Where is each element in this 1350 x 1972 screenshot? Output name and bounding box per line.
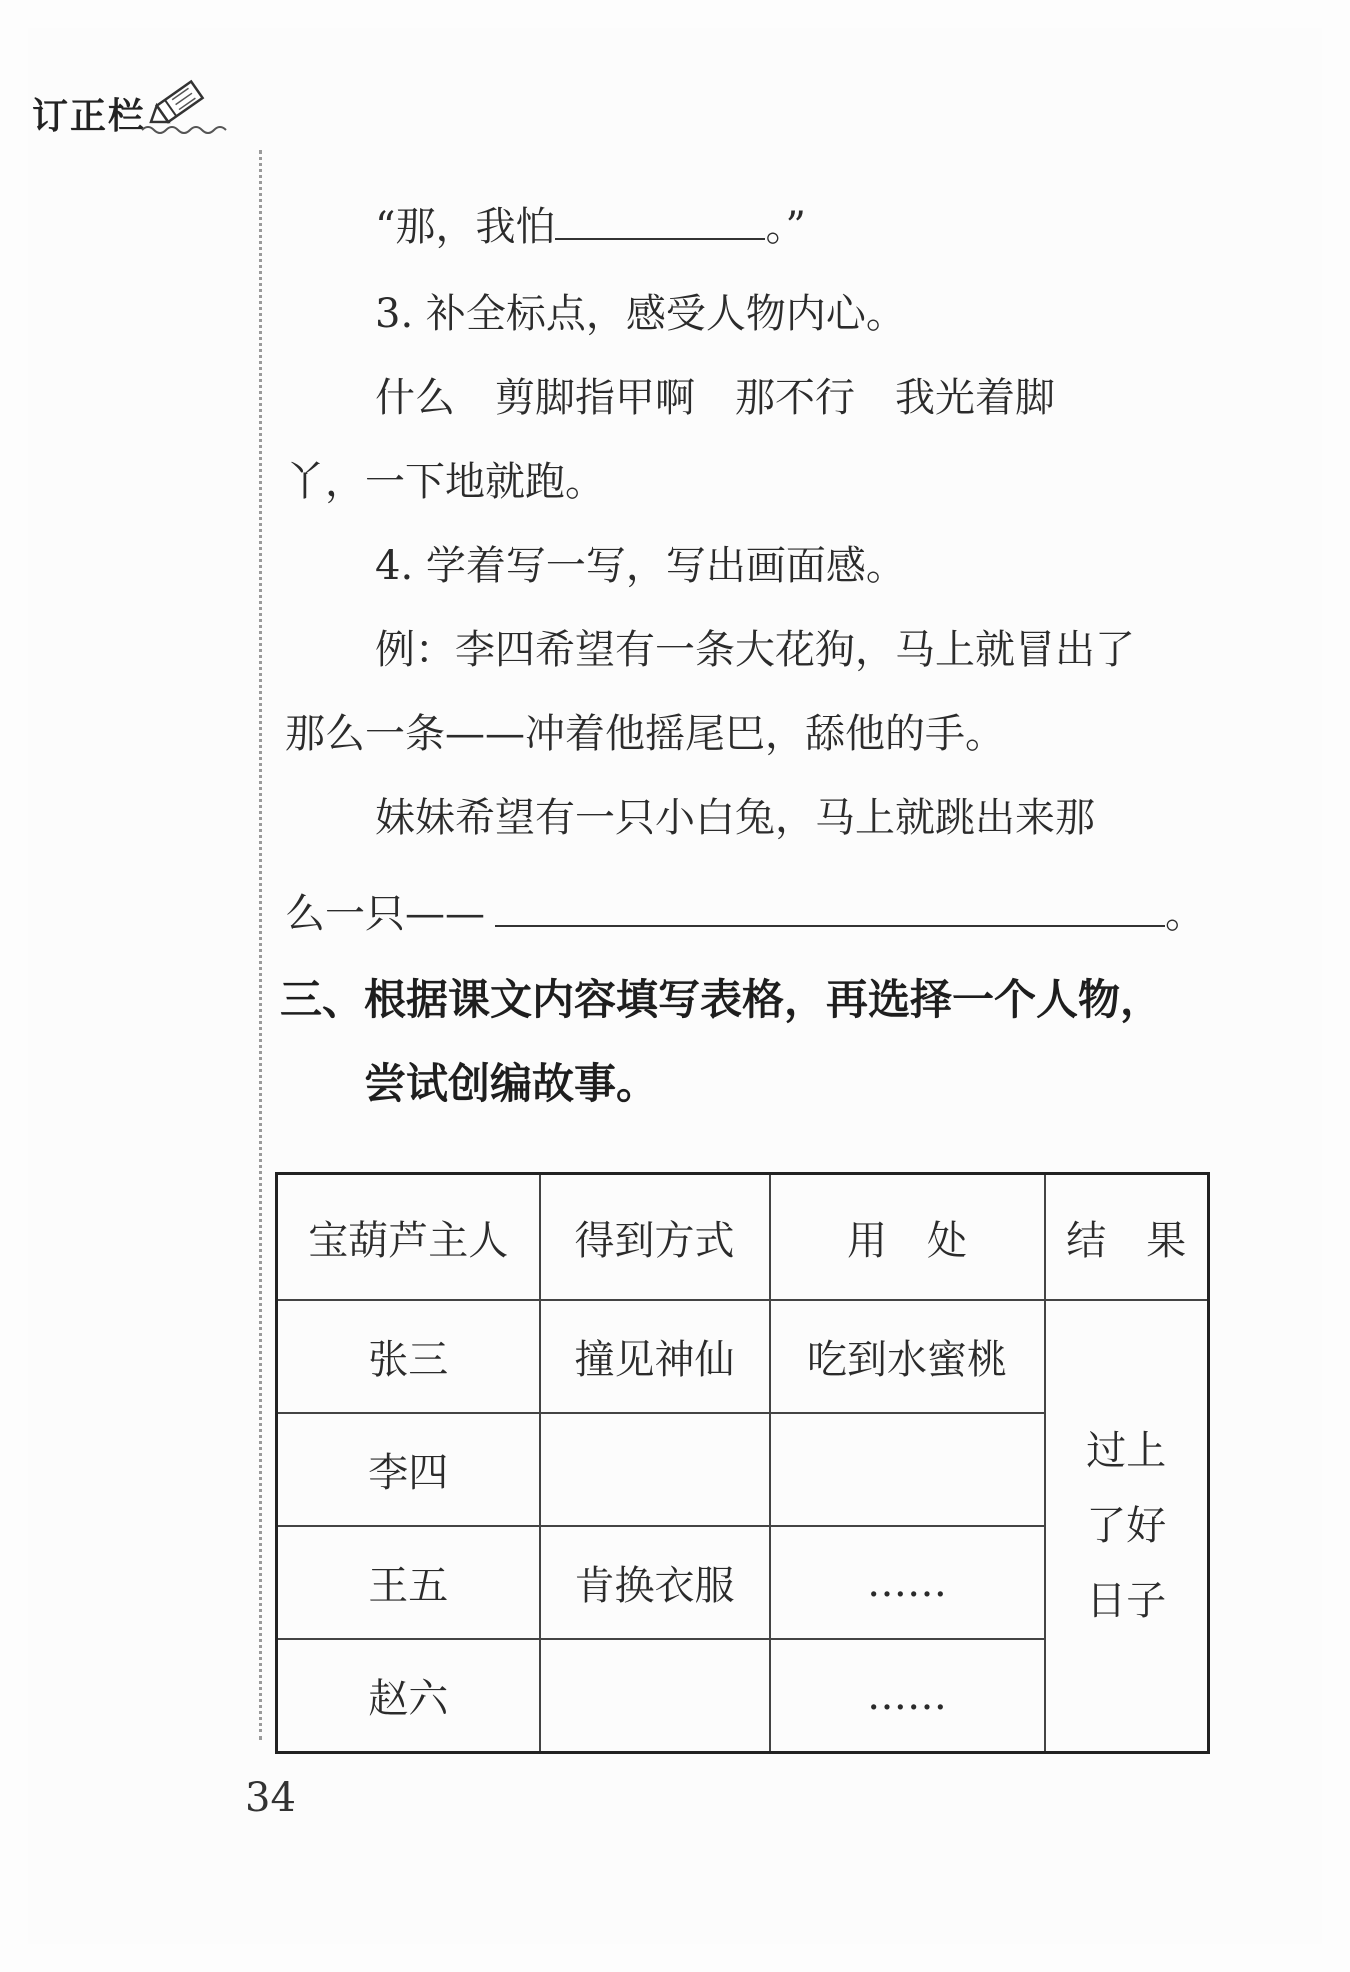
table-header-cell: 宝葫芦主人 [277,1174,540,1301]
owner-cell: 赵六 [277,1639,540,1753]
use-cell: 吃到水蜜桃 [770,1300,1045,1413]
table-header-cell: 用 处 [770,1174,1045,1301]
use-cell-blank[interactable] [770,1413,1045,1526]
question-4-task-lead: 么一只—— [285,891,485,937]
table-row [277,1300,1209,1413]
question-3-text-2: 丫，一下地就跑。 [285,459,605,505]
table-header-cell: 得到方式 [540,1174,770,1301]
method-cell: 肯换衣服 [540,1526,770,1639]
method-cell-blank[interactable] [540,1639,770,1753]
question-4-task-1: 妹妹希望有一只小白兔，马上就跳出来那 [375,795,1095,841]
question-4-example-2: 那么一条——冲着他摇尾巴，舔他的手。 [285,711,1005,757]
question-3-text-1: 什么 剪脚指甲啊 那不行 我光着脚 [375,375,1055,421]
question-4-example-1: 例：李四希望有一条大花狗，马上就冒出了 [375,627,1135,673]
dialogue-open: “那，我怕 [375,204,556,250]
pencil-icon [140,74,232,138]
owner-cell: 张三 [277,1300,540,1413]
question-3-title: 3. 补全标点，感受人物内心。 [375,291,906,337]
result-line: 了好 [1086,1502,1167,1549]
owner-cell: 王五 [277,1526,540,1639]
method-cell-blank[interactable] [540,1413,770,1526]
question-4-title: 4. 学着写一写，写出画面感。 [375,543,906,589]
section-3-title-1: 三、根据课文内容填写表格，再选择一个人物， [280,975,1163,1024]
page-number: 34 [245,1775,296,1821]
use-cell: …… [770,1639,1045,1753]
fill-blank-2[interactable] [495,887,1165,927]
result-line: 过上 [1086,1427,1167,1474]
correction-column-title: 订正栏 [32,96,147,137]
story-table [275,1172,1210,1754]
result-line: 日子 [1086,1577,1167,1624]
use-cell: …… [770,1526,1045,1639]
question-4-task-end: 。 [1165,891,1205,937]
dialogue-line [285,200,1300,254]
question-4-task-2 [285,887,1210,941]
correction-divider [259,150,262,1740]
table-header-row [277,1174,1209,1301]
method-cell: 撞见神仙 [540,1300,770,1413]
table-header-cell: 结 果 [1045,1174,1209,1301]
dialogue-close: 。” [765,204,806,250]
result-cell [1045,1300,1209,1753]
owner-cell: 李四 [277,1413,540,1526]
section-3-title-2: 尝试创编故事。 [364,1059,659,1108]
fill-blank-1[interactable] [555,200,765,240]
correction-column-header [32,88,232,139]
